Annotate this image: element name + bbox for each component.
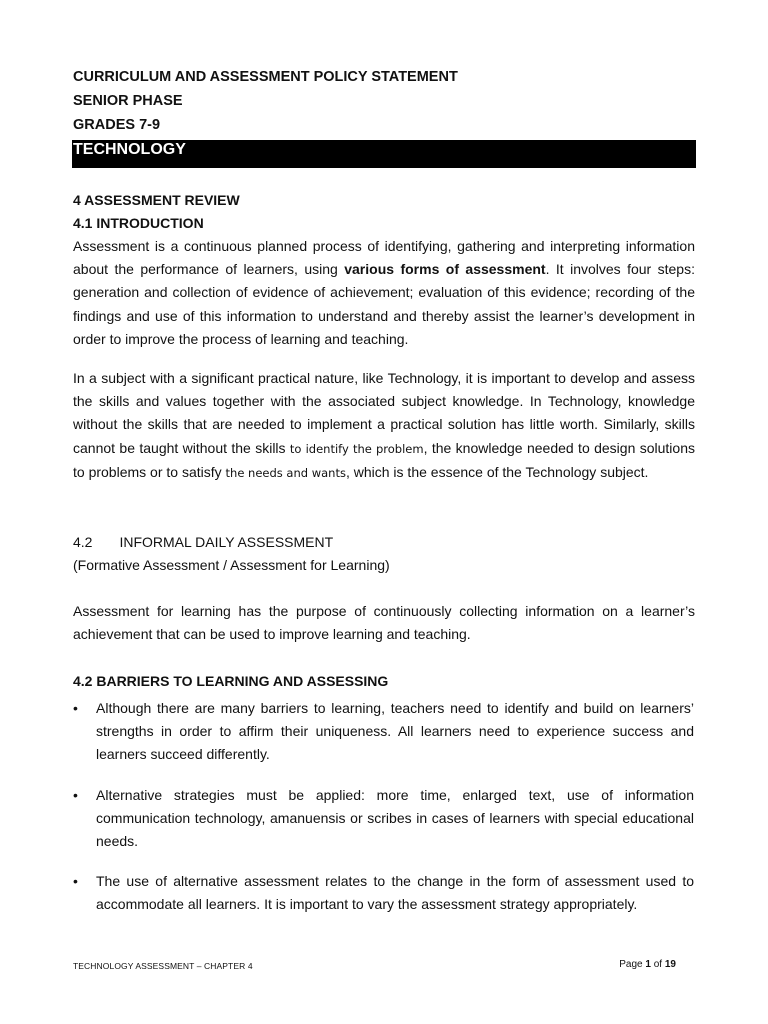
assessment-for-learning-paragraph: Assessment for learning has the purpose of continuously collecting information on a learner’s achievement that can be used to improve learning and teaching.: [73, 603, 695, 643]
practical-paragraph: In a subject with a significant practical nature, like Technology, it is important to develop and assess the skills and values together with the associated subject knowledge. In Technology, knowledge without the skills that are needed to implement a practical solution has little worth. Similarly, skills cannot be taught without the skills to identify the problem, the knowledge needed to design solutions to problems or to satisfy the needs and wants, which is the essence of the Technology subject.: [73, 370, 695, 480]
document-title: CURRICULUM AND ASSESSMENT POLICY STATEMENT: [73, 69, 458, 85]
phase-label: SENIOR PHASE: [73, 93, 183, 109]
intro-paragraph: Assessment is a continuous planned process of identifying, gathering and interpreting information about the performance of learners, using various forms of assessment. It involves four steps: generation and collection of evidence of achievement; evaluation of this evidence; recording of the findings and use of this information to understand and thereby assist the learner’s development in order to improve the process of learning and teaching.: [73, 238, 695, 347]
bullet-marker: •: [73, 873, 78, 889]
subject-title: TECHNOLOGY: [73, 141, 186, 158]
grades-label: GRADES 7-9: [73, 117, 161, 133]
bullet-marker: •: [73, 700, 78, 716]
footer-page-number: Page 1 of 19: [619, 959, 676, 970]
section-heading-assessment-review: 4 ASSESSMENT REVIEW: [73, 192, 240, 208]
section-heading-informal-assessment: 4.2 INFORMAL DAILY ASSESSMENT: [73, 534, 334, 550]
section-heading-barriers: 4.2 BARRIERS TO LEARNING AND ASSESSING: [73, 673, 389, 689]
informal-assessment-subtitle: (Formative Assessment / Assessment for Learning): [73, 557, 390, 573]
subject-banner: [72, 140, 696, 168]
document-page: CURRICULUM AND ASSESSMENT POLICY STATEMENT SENIOR PHASE GRADES 7-9 TECHNOLOGY 4 ASSESSMENT REVIEW 4.1 INTRODUCTION Assessment is a continuous planned process of identifying, gathering and interpreting information about the performance of learners, using various forms of assessment. It involves four steps: generation and collection of evidence of achievement; evaluation of this evidence; recording of the findings and use of this information to understand and thereby assist the learner’s development in order to improve the process of learning and teaching. In a subject with a significant practical nature, like Technology, it is important to develop and assess the skills and values together with the associated subject knowledge. In Technology, knowledge without the skills that are needed to implement a practical solution has little worth. Similarly, skills cannot be taught without the skills to identify the problem, the knowledge needed to design solutions to problems or to satisfy the needs and wants, which is the essence of the Technology subject. 4.2 INFORMAL DAILY ASSESSMENT (Formative Assessment / Assessment for Learning) Assessment for learning has the purpose of continuously collecting information on a learner’s achievement that can be used to improve learning and teaching. 4.2 BARRIERS TO LEARNING AND ASSESSING • Although there are many barriers to learning, teachers need to identify and build on learners’ strengths in order to affirm their uniqueness. All learners need to experience success and learners succeed differently. • Alternative strategies must be applied: more time, enlarged text, use of information communication technology, amanuensis or scribes in cases of learners with special educational needs. • The use of alternative assessment relates to the change in the form of assessment used to accommodate all learners. It is important to vary the assessment strategy appropriately. TECHNOLOGY ASSESSMENT – CHAPTER 4 Page 1 of 19: [73, 69, 695, 971]
bullet-marker: •: [73, 787, 78, 803]
section-heading-introduction: 4.1 INTRODUCTION: [73, 215, 204, 231]
footer-chapter-label: TECHNOLOGY ASSESSMENT – CHAPTER 4: [73, 961, 253, 971]
